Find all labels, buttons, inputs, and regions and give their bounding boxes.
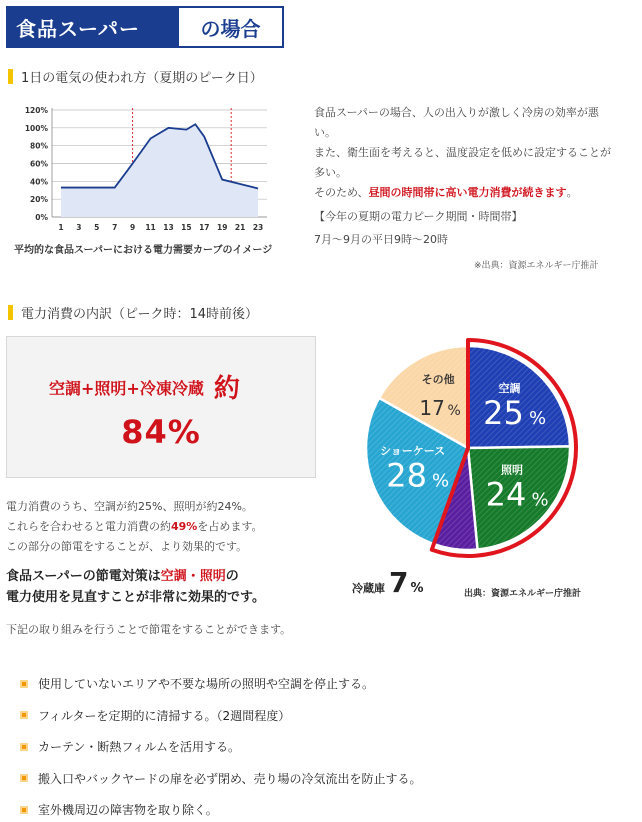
pie-slice-value: 24 — [485, 475, 527, 514]
pie-slice-label: 空調 — [498, 381, 521, 395]
pie-slice-value: 17 — [419, 395, 445, 420]
section-heading-usage — [8, 67, 263, 86]
section-heading-breakdown — [8, 303, 258, 322]
source-note-2: 出典：資源エネルギー庁推計 — [464, 589, 582, 599]
bullet-square-icon — [20, 711, 28, 719]
key-message-line-1 — [6, 566, 336, 587]
key-message — [6, 566, 336, 608]
demand-curve-chart — [14, 100, 282, 240]
pie-slice-label: その他 — [421, 372, 455, 386]
x-tick-label: 13 — [163, 223, 174, 232]
summary-approx: 約 — [213, 374, 240, 404]
x-tick-label: 7 — [112, 223, 118, 232]
tip-text: 室外機周辺の障害物を取り除く。 — [38, 803, 218, 818]
energy-saving-tips — [20, 668, 422, 822]
key-message-line-2: 電力使用を見直すことが非常に効果的です。 — [6, 590, 265, 605]
pie-slice-percent: % — [531, 489, 549, 511]
list-item — [20, 668, 422, 700]
y-tick-label: 0% — [35, 213, 48, 222]
peak-period-heading: 【今年の夏期の電力ピーク期間・時間帯】 — [314, 210, 523, 223]
pie-slice-percent: % — [447, 402, 461, 419]
header-title-left: 食品スーパー — [8, 8, 179, 46]
y-tick-label: 40% — [30, 177, 48, 187]
power-breakdown-pie — [340, 330, 600, 570]
description-line-1: 食品スーパーの場合、人の出入りが激しく冷房の効率が悪い。 — [314, 106, 599, 139]
pie-slice-percent: % — [432, 470, 450, 492]
tips-intro: 下記の取り組みを行うことで節電をすることができます。 — [6, 623, 292, 636]
key-message-highlight: 空調・照明 — [160, 569, 226, 584]
explain-line-1: 電力消費のうち、空調が約25%、照明が約24%。 — [6, 500, 253, 513]
pie-slice-percent: % — [528, 407, 547, 429]
tip-text: カーテン・断熱フィルムを活用する。 — [38, 740, 240, 755]
description-line-3-highlight: 昼間の時間帯に高い電力消費が続きます — [368, 186, 567, 199]
x-tick-label: 21 — [234, 223, 246, 232]
refrigerator-percent-sign: % — [410, 581, 424, 596]
bullet-square-icon — [20, 806, 28, 814]
explain-line-2-pre: これらを合わせると電力消費の約 — [6, 520, 171, 533]
key-message-post: の — [225, 569, 239, 584]
page-header — [6, 6, 284, 48]
key-message-pre: 食品スーパーの節電対策は — [6, 569, 161, 584]
summary-box — [6, 336, 316, 478]
section-title-breakdown: 電力消費の内訳（ピーク時：14時前後） — [21, 307, 259, 322]
pie-slice-value: 28 — [386, 456, 427, 495]
list-item — [20, 731, 422, 763]
x-tick-label: 3 — [76, 223, 82, 232]
refrigerator-label-text: 冷蔵庫 — [352, 582, 385, 595]
explain-line-3: この部分の節電をすることが、より効果的です。 — [6, 540, 248, 553]
bullet-square-icon — [20, 743, 28, 751]
supermarket-description — [314, 103, 614, 203]
tip-text: 使用していないエリアや不要な場所の照明や空調を停止する。 — [38, 677, 375, 692]
peak-period-body: 7月〜9月の平日9時〜20時 — [314, 233, 448, 246]
x-tick-label: 15 — [181, 223, 192, 232]
explain-line-2-highlight: 49% — [171, 520, 198, 533]
section-title-usage: 1日の電気の使われ方（夏期のピーク日） — [21, 71, 263, 86]
x-tick-label: 23 — [252, 223, 264, 232]
description-line-2: また、衛生面を考えると、温度設定を低めに設定することが多い。 — [314, 146, 611, 179]
breakdown-explanation — [6, 497, 326, 557]
refrigerator-value: 7 — [389, 566, 409, 599]
y-tick-label: 100% — [24, 123, 48, 133]
y-tick-label: 20% — [30, 195, 48, 205]
list-item — [20, 763, 422, 795]
demand-curve-caption: 平均的な食品スーパーにおける電力需要カーブのイメージ — [14, 245, 273, 256]
summary-items — [49, 365, 240, 402]
pie-slice-label: 照明 — [501, 463, 524, 477]
description-line-3-pre: そのため、 — [314, 186, 369, 199]
pie-slice-label: ショーケース — [379, 444, 446, 458]
section-marker — [8, 305, 13, 320]
x-tick-label: 11 — [145, 223, 156, 232]
x-tick-label: 1 — [58, 223, 64, 232]
explain-line-2 — [6, 517, 326, 537]
x-tick-label: 5 — [94, 223, 100, 232]
list-item — [20, 794, 422, 822]
refrigerator-label — [352, 566, 424, 599]
y-tick-label: 60% — [30, 159, 48, 169]
summary-items-label: 空調+照明+冷凍冷蔵 — [49, 379, 204, 398]
description-line-3 — [314, 183, 614, 203]
section-marker — [8, 69, 13, 84]
pie-slice-value: 25 — [483, 393, 524, 432]
demand-area — [61, 124, 258, 217]
bullet-square-icon — [20, 680, 28, 688]
tip-text: 搬入口やバックヤードの扉を必ず閉め、売り場の冷気流出を防止する。 — [38, 771, 422, 786]
x-tick-label: 19 — [216, 223, 228, 232]
list-item — [20, 700, 422, 732]
bullet-square-icon — [20, 774, 28, 782]
y-tick-label: 120% — [24, 106, 48, 115]
x-tick-label: 9 — [130, 223, 136, 232]
tip-text: フィルターを定期的に清掃する。（2週間程度） — [38, 708, 291, 723]
header-title-right: の場合 — [179, 8, 282, 46]
summary-percent: 84% — [121, 413, 201, 451]
description-line-3-post: 。 — [566, 186, 578, 199]
x-tick-label: 17 — [199, 223, 210, 232]
y-tick-label: 80% — [30, 141, 48, 151]
source-note-1: ※出典：資源エネルギー庁推計 — [474, 261, 599, 271]
explain-line-2-post: を占めます。 — [197, 520, 263, 533]
